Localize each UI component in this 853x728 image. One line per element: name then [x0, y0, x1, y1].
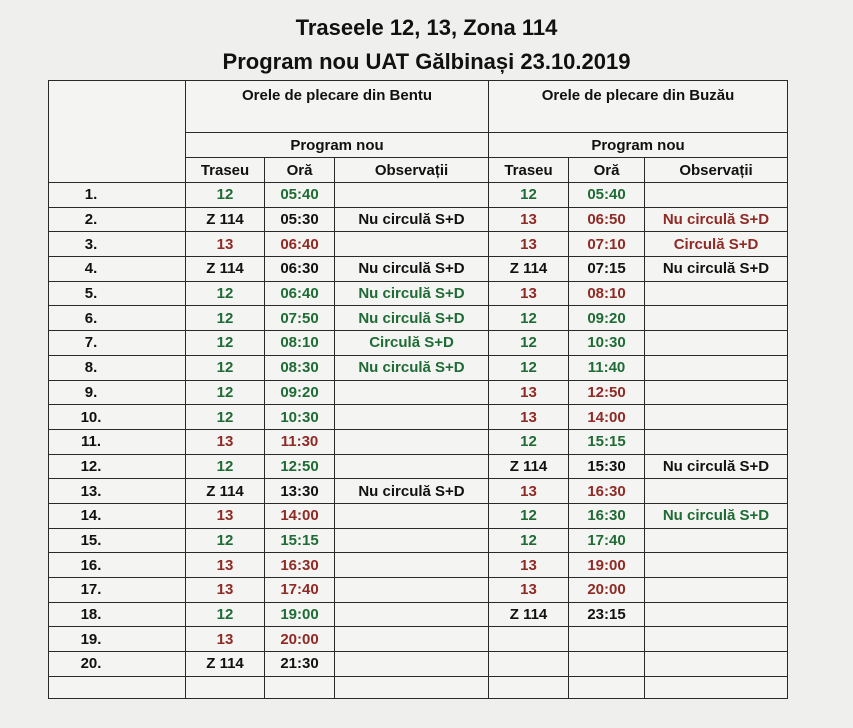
right-time: 15:30 — [569, 454, 645, 479]
left-route: 12 — [186, 405, 265, 430]
left-time: 07:50 — [265, 306, 335, 331]
right-notes — [645, 479, 788, 504]
left-time: 06:40 — [265, 232, 335, 257]
left-notes: Nu circulă S+D — [335, 479, 489, 504]
left-notes — [335, 232, 489, 257]
schedule-row — [49, 380, 788, 405]
schedule-row — [49, 553, 788, 578]
right-time: 09:20 — [569, 306, 645, 331]
schedule-row — [49, 232, 788, 257]
left-notes — [335, 602, 489, 627]
right-notes — [645, 281, 788, 306]
left-route — [186, 676, 265, 698]
left-route: 12 — [186, 281, 265, 306]
right-program-label: Program nou — [489, 133, 788, 158]
left-time: 11:30 — [265, 429, 335, 454]
left-notes: Nu circulă S+D — [335, 355, 489, 380]
row-number: 19. — [49, 627, 186, 652]
left-notes — [335, 553, 489, 578]
schedule-row — [49, 331, 788, 356]
right-time: 16:30 — [569, 479, 645, 504]
right-route: 13 — [489, 232, 569, 257]
schedule-row — [49, 652, 788, 677]
left-notes: Nu circulă S+D — [335, 281, 489, 306]
row-number: 2. — [49, 207, 186, 232]
left-route: Z 114 — [186, 652, 265, 677]
right-notes — [645, 183, 788, 208]
right-time: 19:00 — [569, 553, 645, 578]
row-number: 12. — [49, 454, 186, 479]
left-time: 05:30 — [265, 207, 335, 232]
schedule-row — [49, 454, 788, 479]
left-notes: Circulă S+D — [335, 331, 489, 356]
left-time — [265, 676, 335, 698]
right-notes — [645, 578, 788, 603]
right-notes: Nu circulă S+D — [645, 503, 788, 528]
page-subtitle: Program nou UAT Gălbinași 23.10.2019 — [222, 49, 631, 74]
left-route: 12 — [186, 380, 265, 405]
right-route: 13 — [489, 281, 569, 306]
left-time: 14:00 — [265, 503, 335, 528]
left-time: 10:30 — [265, 405, 335, 430]
left-notes — [335, 578, 489, 603]
left-route: 13 — [186, 232, 265, 257]
right-time: 07:15 — [569, 257, 645, 282]
right-station-header: Orele de plecare din Buzău — [489, 81, 788, 133]
left-route: 13 — [186, 503, 265, 528]
schedule-row — [49, 355, 788, 380]
right-route: Z 114 — [489, 257, 569, 282]
left-notes — [335, 405, 489, 430]
left-route: 12 — [186, 528, 265, 553]
right-notes: Nu circulă S+D — [645, 257, 788, 282]
row-number: 3. — [49, 232, 186, 257]
left-time: 08:30 — [265, 355, 335, 380]
left-notes: Nu circulă S+D — [335, 306, 489, 331]
right-route: 13 — [489, 553, 569, 578]
left-notes — [335, 627, 489, 652]
left-route: 13 — [186, 553, 265, 578]
right-route — [489, 676, 569, 698]
left-time: 09:20 — [265, 380, 335, 405]
right-route: 12 — [489, 528, 569, 553]
right-time — [569, 652, 645, 677]
left-notes — [335, 454, 489, 479]
left-notes — [335, 380, 489, 405]
left-time: 20:00 — [265, 627, 335, 652]
left-time: 16:30 — [265, 553, 335, 578]
right-notes — [645, 553, 788, 578]
row-number: 7. — [49, 331, 186, 356]
left-notes — [335, 183, 489, 208]
left-time: 12:50 — [265, 454, 335, 479]
left-route: 12 — [186, 355, 265, 380]
row-number: 17. — [49, 578, 186, 603]
schedule-row — [49, 578, 788, 603]
row-number: 18. — [49, 602, 186, 627]
row-number: 4. — [49, 257, 186, 282]
left-route: 13 — [186, 627, 265, 652]
row-number: 15. — [49, 528, 186, 553]
left-route: 12 — [186, 331, 265, 356]
schedule-table — [48, 80, 788, 699]
right-time: 14:00 — [569, 405, 645, 430]
right-notes — [645, 355, 788, 380]
schedule-row — [49, 183, 788, 208]
left-time: 06:40 — [265, 281, 335, 306]
row-number — [49, 676, 186, 698]
schedule-row — [49, 627, 788, 652]
left-notes: Nu circulă S+D — [335, 207, 489, 232]
right-notes: Nu circulă S+D — [645, 207, 788, 232]
right-route: 13 — [489, 405, 569, 430]
left-notes — [335, 528, 489, 553]
right-notes — [645, 652, 788, 677]
row-number: 1. — [49, 183, 186, 208]
right-time — [569, 627, 645, 652]
right-time: 05:40 — [569, 183, 645, 208]
right-route: 13 — [489, 207, 569, 232]
right-notes — [645, 627, 788, 652]
corner-cell — [49, 81, 186, 183]
right-time: 10:30 — [569, 331, 645, 356]
page-title: Traseele 12, 13, Zona 114 — [295, 15, 558, 40]
left-time-header: Oră — [265, 158, 335, 183]
right-time: 23:15 — [569, 602, 645, 627]
right-route: 12 — [489, 355, 569, 380]
schedule-row — [49, 306, 788, 331]
right-notes — [645, 429, 788, 454]
schedule-row — [49, 503, 788, 528]
left-route: Z 114 — [186, 207, 265, 232]
right-route — [489, 627, 569, 652]
schedule-row — [49, 429, 788, 454]
right-route: 13 — [489, 380, 569, 405]
row-number: 20. — [49, 652, 186, 677]
row-number: 16. — [49, 553, 186, 578]
left-time: 05:40 — [265, 183, 335, 208]
left-time: 06:30 — [265, 257, 335, 282]
left-route: Z 114 — [186, 257, 265, 282]
right-route: 13 — [489, 479, 569, 504]
schedule-row — [49, 207, 788, 232]
right-time — [569, 676, 645, 698]
right-time: 17:40 — [569, 528, 645, 553]
left-station-header: Orele de plecare din Bentu — [186, 81, 489, 133]
row-number: 11. — [49, 429, 186, 454]
schedule-row — [49, 479, 788, 504]
schedule-row — [49, 676, 788, 698]
left-route: 12 — [186, 454, 265, 479]
schedule-row — [49, 281, 788, 306]
right-time: 07:10 — [569, 232, 645, 257]
left-route: 13 — [186, 429, 265, 454]
left-time: 13:30 — [265, 479, 335, 504]
right-notes: Nu circulă S+D — [645, 454, 788, 479]
left-time: 19:00 — [265, 602, 335, 627]
row-number: 9. — [49, 380, 186, 405]
right-notes: Circulă S+D — [645, 232, 788, 257]
right-notes — [645, 676, 788, 698]
schedule-row — [49, 405, 788, 430]
left-route: 12 — [186, 602, 265, 627]
right-route: 12 — [489, 429, 569, 454]
right-time: 11:40 — [569, 355, 645, 380]
left-time: 21:30 — [265, 652, 335, 677]
left-time: 17:40 — [265, 578, 335, 603]
right-route: Z 114 — [489, 454, 569, 479]
right-route: Z 114 — [489, 602, 569, 627]
right-time: 20:00 — [569, 578, 645, 603]
station-header-row — [49, 81, 788, 133]
row-number: 8. — [49, 355, 186, 380]
left-time: 08:10 — [265, 331, 335, 356]
schedule-row — [49, 602, 788, 627]
right-notes — [645, 331, 788, 356]
right-notes — [645, 528, 788, 553]
left-notes-header: Observații — [335, 158, 489, 183]
left-notes — [335, 429, 489, 454]
right-time: 08:10 — [569, 281, 645, 306]
left-route-header: Traseu — [186, 158, 265, 183]
right-route: 12 — [489, 183, 569, 208]
right-route: 12 — [489, 331, 569, 356]
left-program-label: Program nou — [186, 133, 489, 158]
row-number: 13. — [49, 479, 186, 504]
right-notes — [645, 602, 788, 627]
right-time: 15:15 — [569, 429, 645, 454]
right-notes-header: Observații — [645, 158, 788, 183]
right-route: 12 — [489, 306, 569, 331]
right-time: 06:50 — [569, 207, 645, 232]
row-number: 10. — [49, 405, 186, 430]
right-time-header: Oră — [569, 158, 645, 183]
right-route — [489, 652, 569, 677]
right-time: 16:30 — [569, 503, 645, 528]
row-number: 6. — [49, 306, 186, 331]
right-time: 12:50 — [569, 380, 645, 405]
left-route: 13 — [186, 578, 265, 603]
left-route: 12 — [186, 306, 265, 331]
left-time: 15:15 — [265, 528, 335, 553]
left-notes: Nu circulă S+D — [335, 257, 489, 282]
left-notes — [335, 676, 489, 698]
left-notes — [335, 503, 489, 528]
left-route: Z 114 — [186, 479, 265, 504]
left-notes — [335, 652, 489, 677]
right-route: 12 — [489, 503, 569, 528]
right-route-header: Traseu — [489, 158, 569, 183]
right-notes — [645, 380, 788, 405]
left-route: 12 — [186, 183, 265, 208]
right-notes — [645, 405, 788, 430]
right-route: 13 — [489, 578, 569, 603]
row-number: 5. — [49, 281, 186, 306]
schedule-row — [49, 257, 788, 282]
row-number: 14. — [49, 503, 186, 528]
schedule-row — [49, 528, 788, 553]
right-notes — [645, 306, 788, 331]
